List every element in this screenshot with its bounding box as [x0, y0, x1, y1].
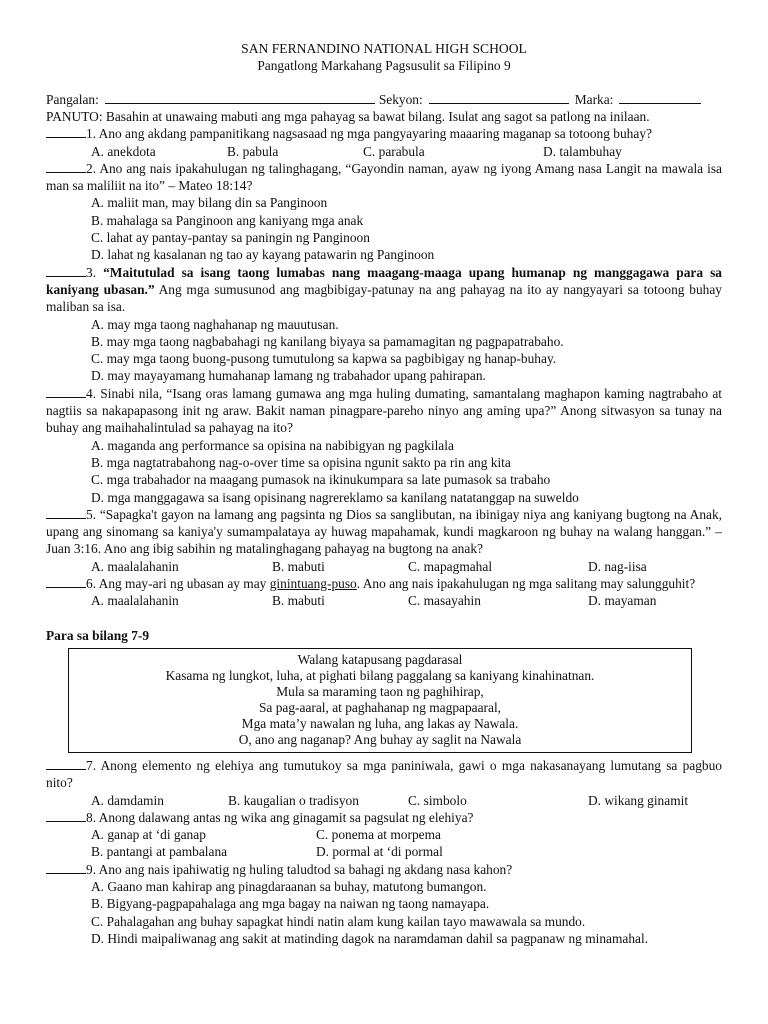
- question-1-text: 1. Ano ang akdang pampanitikang nagsasaad ng mga pangyayaring maaaring maganap sa totoong buhay?: [86, 126, 652, 142]
- option: A. maliit man, may bilang din sa Panginoon: [91, 195, 328, 211]
- section-field[interactable]: [429, 91, 569, 104]
- option: A. may mga taong naghahanap ng mauutusan.: [91, 316, 339, 332]
- question-7-options: [46, 792, 722, 809]
- question-9: [46, 861, 722, 878]
- option: C. ponema at morpema: [316, 827, 441, 843]
- question-3: [46, 264, 722, 316]
- question-6-before: 6. Ang may-ari ng ubasan ay may: [86, 576, 267, 592]
- option: B. Bigyang-pagpapahalaga ang mga bagay na naiwan ng taong namayapa.: [91, 896, 490, 912]
- section-label: Sekyon:: [378, 92, 423, 107]
- poem-line: Walang katapusang pagdarasal: [297, 651, 463, 667]
- option: B. may mga taong nagbabahagi ng kanilang biyaya sa pamamagitan ng pagpapatrabaho.: [91, 333, 564, 349]
- name-label: Pangalan:: [46, 92, 99, 107]
- option: B. pabula: [227, 143, 279, 159]
- question-6: [46, 575, 722, 592]
- option: B. mga nagtatrabahong nag-o-over time sa opisina ngunit sakto pa rin ang kita: [91, 454, 511, 470]
- option: D. mayaman: [588, 593, 657, 609]
- question-8-text: 8. Anong dalawang antas ng wika ang ginagamit sa pagsulat ng elehiya?: [86, 809, 474, 825]
- answer-blank-6[interactable]: [46, 575, 86, 588]
- question-6-after: . Ano ang nais ipakahulugan ng mga salitang may salungguhit?: [356, 576, 696, 592]
- question-2-text: 2. Ano ang nais ipakahulugan ng talinghagang, “Gayondin naman, ayaw ng iyong Amang nasa Langit na mawala isa man sa maliliit na ito” – Mateo 18:14?: [46, 160, 722, 194]
- section-title-text: Para sa bilang 7-9: [46, 627, 150, 643]
- section-title: [46, 627, 722, 644]
- instructions: [46, 108, 722, 125]
- option: A. damdamin: [91, 792, 164, 808]
- question-1: [46, 125, 722, 142]
- question-3-number: 3.: [86, 264, 97, 280]
- answer-blank-3[interactable]: [46, 264, 86, 277]
- option: A. maalalahanin: [91, 558, 179, 574]
- name-field[interactable]: [105, 91, 375, 104]
- option: D. mga manggagawa sa isang opisinang nagrereklamo sa kanilang natatanggap na suweldo: [91, 489, 579, 505]
- question-5-options: [46, 558, 722, 575]
- option: A. ganap at ‘di ganap: [91, 827, 206, 843]
- poem-line: Mga mata’y nawalan ng luha, ang lakas ay Nawala.: [241, 715, 519, 731]
- option: D. Hindi maipaliwanag ang sakit at matinding dagok na naramdaman dahil sa pagpanaw ng minamahal.: [91, 930, 649, 946]
- question-2: [46, 160, 722, 195]
- poem-line: O, ano ang naganap? Ang buhay ay saglit na Nawala: [238, 731, 522, 747]
- question-8: [46, 809, 722, 826]
- question-6-options: [46, 592, 722, 609]
- score-field[interactable]: [619, 91, 701, 104]
- exam-title: Pangatlong Markahang Pagsusulit sa Filipino 9: [257, 58, 511, 73]
- option: A. Gaano man kahirap ang pinagdaraanan sa buhay, matutong bumangon.: [91, 878, 487, 894]
- question-7: [46, 757, 722, 792]
- poem-line: Kasama ng lungkot, luha, at pighati bilang paggalang sa kaniyang kinahinatnan.: [165, 667, 595, 683]
- poem-line: Mula sa maraming taon ng paghihirap,: [276, 683, 484, 699]
- option: D. lahat ng kasalanan ng tao ay kayang patawarin ng Panginoon: [91, 247, 435, 263]
- score-label: Marka:: [574, 92, 614, 107]
- option: A. maalalahanin: [91, 593, 179, 609]
- student-info-line: [46, 91, 722, 108]
- poem-line: Sa pag-aaral, at paghahanap ng magpapaaral,: [258, 699, 502, 715]
- question-5-text: 5. “Sapagka't gayon na lamang ang pagsinta ng Dios sa sanglibutan, na ibinigay niya ang kaniyang bugtong na Anak, upang ang sinomang sa kaniya'y sumampalataya ay huwag mapahamak, kundi magkaroon ng buhay na walang hanggan.” – Juan 3:16. Ano ang ibig sabihin ng matalinghagang pahayag na bugtong na anak?: [46, 506, 722, 557]
- question-3-quote: “Maitutulad sa isang taong lumabas nang maagang-maaga upang humanap ng manggagawa para sa kaniyang ubasan.”: [46, 264, 722, 297]
- option: D. talambuhay: [543, 143, 622, 159]
- answer-blank-5[interactable]: [46, 506, 86, 519]
- question-8-options-row-2: [46, 843, 722, 860]
- instructions-text: Basahin at unawaing mabuti ang mga pahayag sa bawat bilang. Isulat ang sagot sa patlong na inilaan.: [105, 109, 650, 124]
- answer-blank-1[interactable]: [46, 125, 86, 138]
- option: C. lahat ay pantay-pantay sa paningin ng Panginoon: [91, 230, 370, 246]
- question-8-options-row-1: [46, 826, 722, 843]
- question-9-text: 9. Ano ang nais ipahiwatig ng huling taludtod sa bahagi ng akdang nasa kahon?: [86, 861, 513, 877]
- answer-blank-9[interactable]: [46, 861, 86, 874]
- option: C. masayahin: [408, 593, 481, 609]
- question-6-underlined: ginintuang-puso: [269, 576, 357, 592]
- question-3-text: Ang mga sumusunod ang magbibigay-patunay na ang pahayag na ito ay nangyayari sa totoong buhay maliban sa isa.: [46, 281, 722, 315]
- option: C. Pahalagahan ang buhay sapagkat hindi natin alam kung kailan tayo mawawala sa mundo.: [91, 913, 586, 929]
- option: B. mabuti: [272, 558, 325, 574]
- option: C. mapagmahal: [408, 558, 493, 574]
- option: C. mga trabahador na maagang pumasok na ikinukumpara sa late pumasok sa trabaho: [91, 472, 551, 488]
- poem-box: [68, 648, 692, 753]
- option: C. may mga taong buong-pusong tumutulong sa kapwa sa pagbibigay ng hanap-buhay.: [91, 351, 557, 367]
- option: A. anekdota: [91, 143, 156, 159]
- question-4: [46, 385, 722, 437]
- question-5: [46, 506, 722, 558]
- option: B. mabuti: [272, 593, 325, 609]
- option: D. may mayayamang humahanap lamang ng trabahador upang pahirapan.: [91, 368, 486, 384]
- option: D. pormal at ‘di pormal: [316, 844, 443, 860]
- option: B. pantangi at pambalana: [91, 844, 228, 860]
- header: [46, 40, 722, 74]
- answer-blank-2[interactable]: [46, 160, 86, 173]
- option: B. kaugalian o tradisyon: [228, 792, 359, 808]
- option: D. nag-iisa: [588, 558, 647, 574]
- question-1-options: [46, 143, 722, 160]
- option: C. simbolo: [408, 792, 467, 808]
- answer-blank-8[interactable]: [46, 809, 86, 822]
- answer-blank-7[interactable]: [46, 757, 86, 770]
- question-4-text: 4. Sinabi nila, “Isang oras lamang gumawa ang mga huling dumating, samantalang maghapon kaming nagtrabaho at nagtiis sa nakapapasong init ng araw. Bakit naman pinagpare-pareho ninyo ang aming upa?” Anong sitwasyon sa tunay na buhay ang maihahalintulad sa pahayag na ito?: [46, 385, 722, 436]
- option: C. parabula: [363, 143, 425, 159]
- school-name: SAN FERNANDINO NATIONAL HIGH SCHOOL: [241, 41, 527, 56]
- question-7-text: 7. Anong elemento ng elehiya ang tumutukoy sa mga paniniwala, gawi o mga nakasanayang lumutang sa pagbuo nito?: [46, 757, 722, 791]
- answer-blank-4[interactable]: [46, 385, 86, 398]
- option: D. wikang ginamit: [588, 792, 689, 808]
- option: A. maganda ang performance sa opisina na nabibigyan ng pagkilala: [91, 437, 454, 453]
- instructions-label: PANUTO:: [46, 109, 103, 124]
- option: B. mahalaga sa Panginoon ang kaniyang mga anak: [91, 212, 364, 228]
